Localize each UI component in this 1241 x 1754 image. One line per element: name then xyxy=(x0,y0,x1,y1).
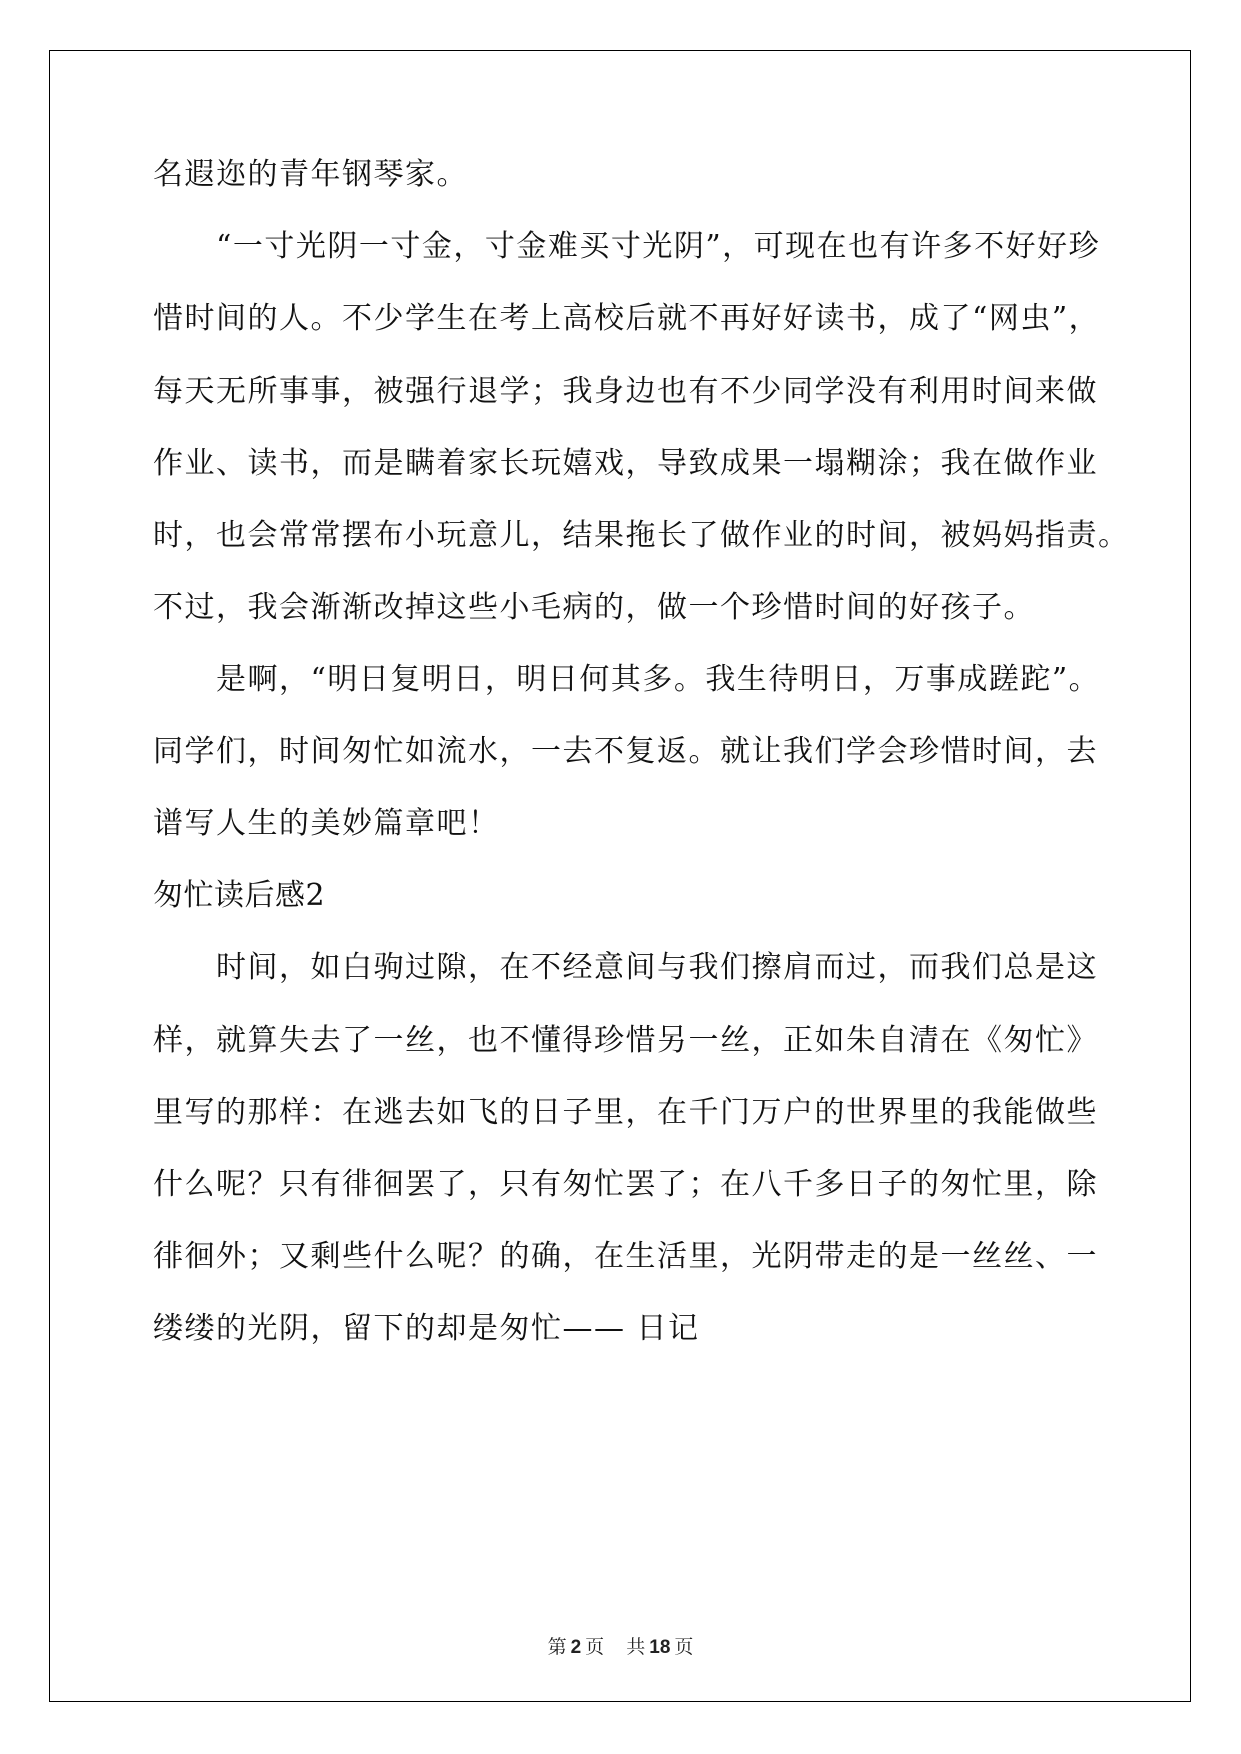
page-border xyxy=(49,50,1191,1702)
text-line: 时，也会常常摆布小玩意儿，结果拖长了做作业的时间，被妈妈指责。 xyxy=(153,518,1130,553)
text-line: 名遐迩的青年钢琴家。 xyxy=(153,157,468,192)
text-line: 徘徊外；又剩些什么呢？的确，在生活里，光阴带走的是一丝丝、一 xyxy=(153,1239,1098,1274)
text-line: 是啊，“明日复明日，明日何其多。我生待明日，万事成蹉跎”。 xyxy=(216,662,1101,697)
text-line: “一寸光阴一寸金，寸金难买寸光阴”，可现在也有许多不好好珍 xyxy=(216,229,1101,264)
text-line: 作业、读书，而是瞒着家长玩嬉戏，导致成果一塌糊涂；我在做作业 xyxy=(153,446,1098,481)
text-line: 时间，如白驹过隙，在不经意间与我们擦肩而过，而我们总是这 xyxy=(216,950,1098,985)
text-line: 缕缕的光阴，留下的却是匆忙—— 日记 xyxy=(153,1311,700,1346)
text-line: 里写的那样：在逃去如飞的日子里，在千门万户的世界里的我能做些 xyxy=(153,1095,1098,1130)
text-line: 样，就算失去了一丝，也不懂得珍惜另一丝，正如朱自清在《匆忙》 xyxy=(153,1023,1098,1058)
text-line: 不过，我会渐渐改掉这些小毛病的，做一个珍惜时间的好孩子。 xyxy=(153,590,1035,625)
page-footer xyxy=(0,1632,1241,1659)
total-pages-indicator: 共 18 页 xyxy=(626,1636,694,1658)
text-line: 惜时间的人。不少学生在考上高校后就不再好好读书，成了“网虫”， xyxy=(153,301,1101,336)
text-line: 同学们，时间匆忙如流水，一去不复返。就让我们学会珍惜时间，去 xyxy=(153,734,1098,769)
text-line: 什么呢？只有徘徊罢了，只有匆忙罢了；在八千多日子的匆忙里，除 xyxy=(153,1167,1098,1202)
text-line: 谱写人生的美妙篇章吧！ xyxy=(153,806,500,841)
section-heading: 匆忙读后感2 xyxy=(153,878,326,913)
text-line: 每天无所事事，被强行退学；我身边也有不少同学没有利用时间来做 xyxy=(153,374,1098,409)
page-indicator: 第 2 页 xyxy=(547,1636,605,1658)
